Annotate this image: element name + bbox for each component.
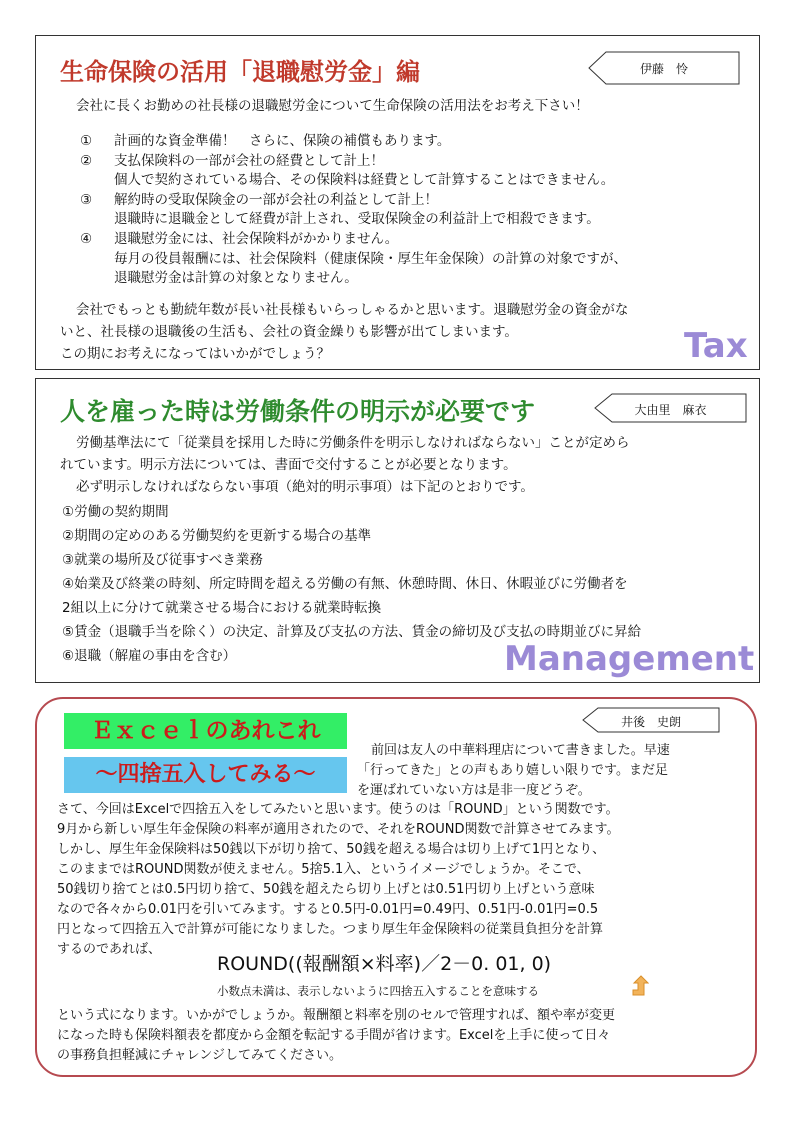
benefit-list <box>80 132 627 289</box>
intro-line: を運ばれていない方は是非一度どうぞ。 <box>357 783 591 798</box>
section-retirement-allowance <box>35 35 760 370</box>
section-labor-conditions <box>35 378 760 683</box>
intro-line: 「行ってきた」との声もあり嬉しい限りです。まだ足 <box>357 763 668 778</box>
list-item: ②期間の定めのある労働契約を更新する場合の基準 <box>62 528 372 544</box>
author-tag <box>594 393 747 423</box>
arrow-up-icon <box>631 975 649 997</box>
author-name: 伊藤 怜 <box>639 62 688 76</box>
intro-line: 前回は友人の中華料理店について書きました。早速 <box>371 743 670 758</box>
list-item: ④始業及び終業の時刻、所定時間を超える労働の有無、休憩時間、休日、休暇並びに労働者を <box>62 576 628 592</box>
list-item: ① 計画的な資金準備！ さらに、保険の補償もあります。 <box>80 133 451 149</box>
section-excel-tips <box>35 697 757 1077</box>
banner-excel: Ｅｘｃｅｌのあれこれ <box>64 713 347 749</box>
list-item: ③就業の場所及び従事すべき業務 <box>62 552 263 568</box>
ending-line: になった時も保険料額表を都度から金額を転記する手間が省けます。Excelを上手に使って日々 <box>57 1028 611 1043</box>
author-tag <box>588 51 740 85</box>
intro-line: 必ず明示しなければならない事項（絶対的明示事項）は下記のとおりです。 <box>76 479 534 495</box>
list-item: ①労働の契約期間 <box>62 504 169 520</box>
body-line: 9月から新しい厚生年金保険の料率が適用されたので、それをROUND関数で計算させてみます。 <box>57 822 620 837</box>
intro-text: 会社に長くお勤めの社長様の退職慰労金について生命保険の活用法をお考え下さい！ <box>76 98 589 114</box>
list-item: ⑥退職（解雇の事由を含む） <box>62 648 237 664</box>
watermark-management: Management <box>504 639 755 679</box>
section-title: 人を雇った時は労働条件の明示が必要です <box>60 397 536 426</box>
body-line: するのであれば、 <box>57 942 162 957</box>
intro-line: れています。明示方法については、書面で交付することが必要となります。 <box>60 457 517 473</box>
list-item: 2組以上に分けて就業させる場合における就業時転換 <box>62 600 382 616</box>
author-name: 井後 史朗 <box>620 715 681 729</box>
formula-note: 小数点未満は、表示しないように四捨五入することを意味する <box>217 984 539 998</box>
banner-rounding: ～四捨五入してみる～ <box>64 757 347 793</box>
list-item: ⑤賃金（退職手当を除く）の決定、計算及び支払の方法、賃金の締切及び支払の時期並びに昇給 <box>62 624 642 640</box>
round-formula: ROUND((報酬額×料率)／2－0. 01, 0) <box>217 953 552 975</box>
body-line: このままではROUND関数が使えません。5捨5.1入、というイメージでしょうか。そこで、 <box>57 862 590 877</box>
author-name: 大由里 麻衣 <box>634 403 707 417</box>
intro-line: 労働基準法にて「従業員を採用した時に労働条件を明示しなければならない」ことが定めら <box>76 435 630 451</box>
list-item: ④ 退職慰労金には、社会保険料がかかりません。 毎月の役員報酬には、社会保険料（健康保険・厚生年金保険）の計算の対象ですが、 退職慰労金は計算の対象となりません。 <box>80 230 627 287</box>
author-tag <box>582 707 720 733</box>
watermark-tax: Tax <box>684 326 748 366</box>
body-line: なので各々から0.01円を引いてみます。すると0.5円-0.01円=0.49円、0.51円-0.01円=0.5 <box>57 902 599 917</box>
ending-line: の事務負担軽減にチャレンジしてみてください。 <box>57 1048 342 1063</box>
closing-line: いと、社長様の退職後の生活も、会社の資金繰りも影響が出てしまいます。 <box>60 324 518 340</box>
section-title: 生命保険の活用「退職慰労金」編 <box>60 57 420 86</box>
ending-line: という式になります。いかがでしょうか。報酬額と料率を別のセルで管理すれば、額や率が変更 <box>57 1008 615 1023</box>
body-line: 円となって四捨五入で計算が可能になりました。つまり厚生年金保険料の従業員負担分を計算 <box>57 922 604 937</box>
list-item: ② 支払保険料の一部が会社の経費として計上！ 個人で契約されている場合、その保険料は経費として計算することはできません。 <box>80 152 615 189</box>
closing-line: 会社でもっとも勤続年数が長い社長様もいらっしゃるかと思います。退職慰労金の資金がな <box>76 302 629 318</box>
closing-line: この期にお考えになってはいかがでしょう？ <box>60 346 330 362</box>
body-line: 50銭切り捨てとは0.5円切り捨て、50銭を超えたら切り上げとは0.51円切り上げという意味 <box>57 882 595 897</box>
body-line: さて、今回はExcelで四捨五入をしてみたいと思います。使うのは「ROUND」という関数です。 <box>57 802 619 817</box>
body-line: しかし、厚生年金保険料は50銭以下が切り捨て、50銭を超える場合は切り上げて1円となり、 <box>57 842 606 857</box>
list-item: ③ 解約時の受取保険金の一部が会社の利益として計上！ 退職時に退職金として経費が計上され、受取保険金の利益計上で相殺できます。 <box>80 191 600 228</box>
